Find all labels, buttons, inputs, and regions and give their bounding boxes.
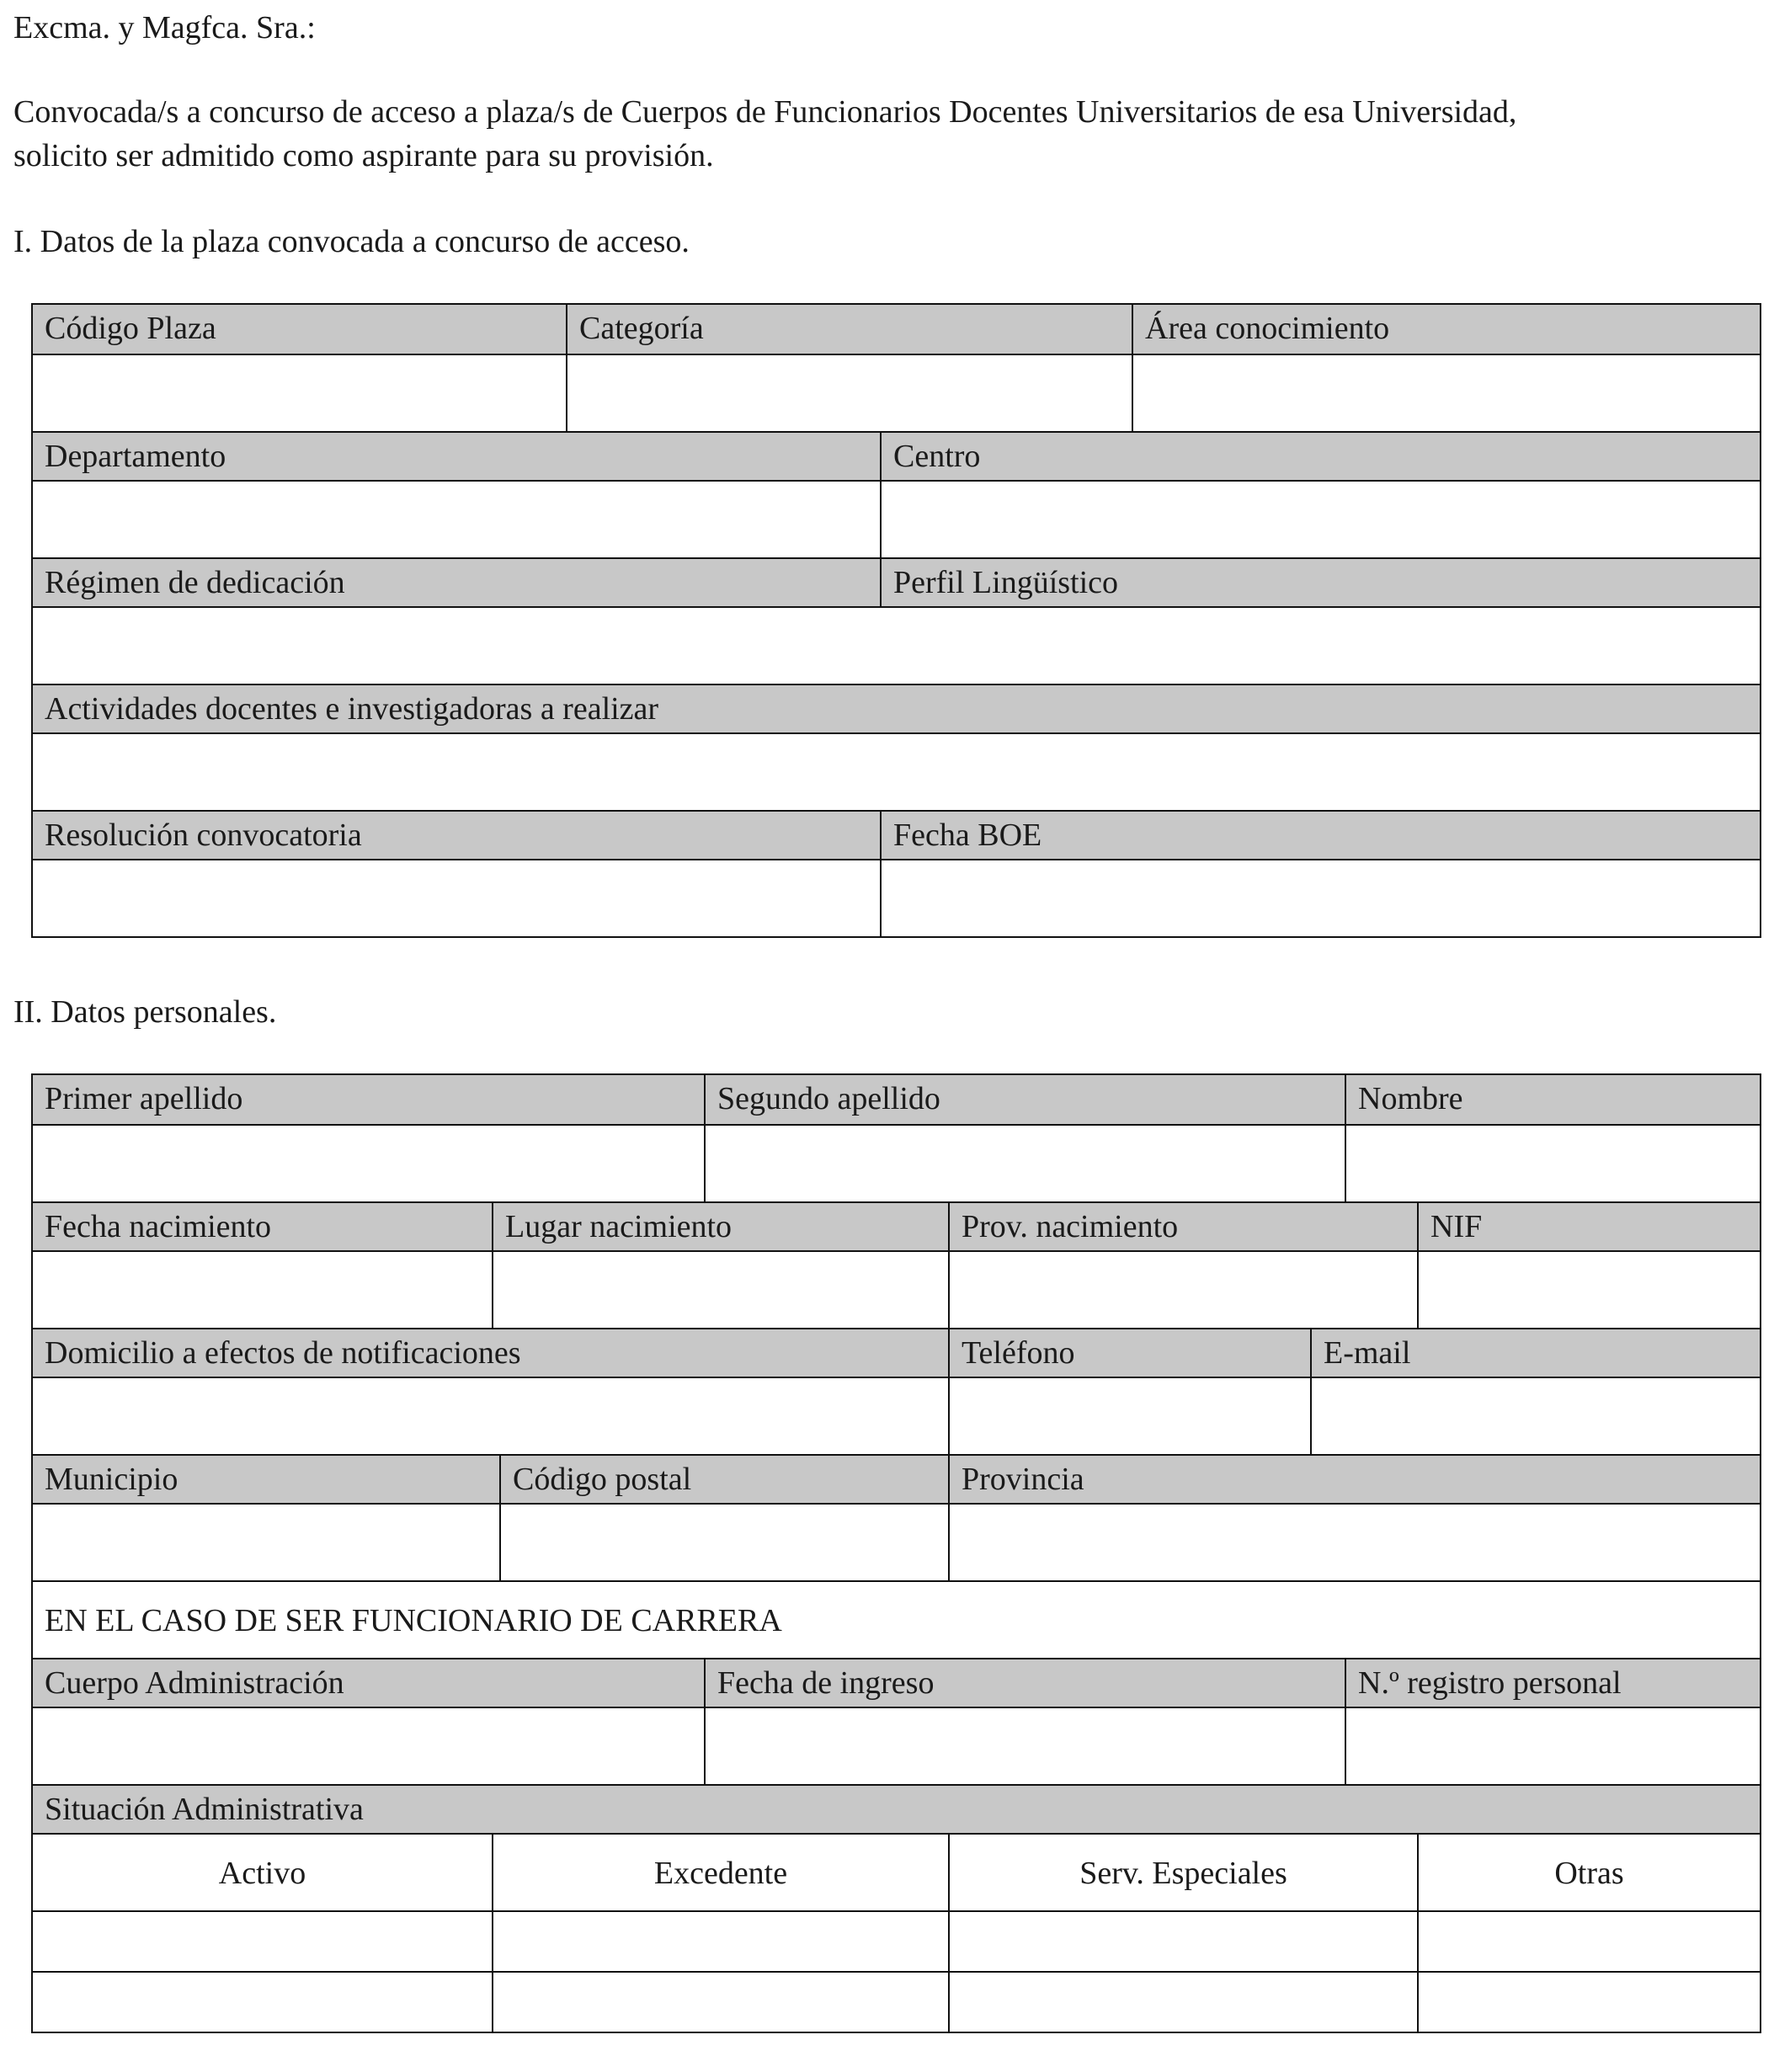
regimen-dedicacion-label: Régimen de dedicación xyxy=(45,565,345,600)
fecha-nacimiento-label: Fecha nacimiento xyxy=(45,1209,272,1244)
codigo-postal-label: Código postal xyxy=(499,1456,948,1503)
departamento-field[interactable] xyxy=(33,482,880,557)
lugar-nacimiento-field[interactable] xyxy=(492,1252,948,1328)
domicilio-field[interactable] xyxy=(33,1378,948,1454)
regimen-perfil-field[interactable] xyxy=(33,608,1760,684)
plaza-form xyxy=(31,303,1761,938)
codigo-plaza-label: Código Plaza xyxy=(45,311,216,346)
intro-line-1: Convocada/s a concurso de acceso a plaza/s de Cuerpos de Funcionarios Docentes Universitarios de esa Universidad, xyxy=(13,94,1517,130)
prov-nacimiento-label: Prov. nacimiento xyxy=(948,1203,1417,1250)
registro-personal-label: N.º registro personal xyxy=(1345,1659,1760,1707)
situacion-option-otras: Otras xyxy=(1417,1835,1760,1910)
situacion-otras-field-2[interactable] xyxy=(1417,1973,1760,2032)
fecha-nacimiento-field[interactable] xyxy=(33,1252,492,1328)
registro-personal-field[interactable] xyxy=(1345,1708,1760,1784)
cuerpo-administracion-field[interactable] xyxy=(33,1708,704,1784)
departamento-label: Departamento xyxy=(45,439,226,474)
domicilio-label: Domicilio a efectos de notificaciones xyxy=(45,1335,521,1371)
situacion-activo-field-2[interactable] xyxy=(33,1973,492,2032)
actividades-label: Actividades docentes e investigadoras a realizar xyxy=(45,691,659,727)
categoria-field[interactable] xyxy=(566,355,1132,431)
nif-field[interactable] xyxy=(1417,1252,1760,1328)
segundo-apellido-label: Segundo apellido xyxy=(704,1075,1345,1124)
intro-line-2: solicito ser admitido como aspirante para su provisión. xyxy=(13,138,714,173)
municipio-field[interactable] xyxy=(33,1505,499,1580)
section-1-title: I. Datos de la plaza convocada a concurso de acceso. xyxy=(13,224,690,259)
fecha-boe-field[interactable] xyxy=(880,860,1760,936)
situacion-serv-especiales-field[interactable] xyxy=(948,1912,1417,1971)
situacion-serv-especiales-field-2[interactable] xyxy=(948,1973,1417,2032)
area-conocimiento-field[interactable] xyxy=(1132,355,1760,431)
primer-apellido-label: Primer apellido xyxy=(45,1081,243,1116)
categoria-label: Categoría xyxy=(566,305,1132,354)
nombre-label: Nombre xyxy=(1345,1075,1760,1124)
codigo-plaza-field[interactable] xyxy=(33,355,566,431)
funcionario-carrera-note: EN EL CASO DE SER FUNCIONARIO DE CARRERA xyxy=(45,1603,782,1638)
lugar-nacimiento-label: Lugar nacimiento xyxy=(492,1203,948,1250)
section-2-title: II. Datos personales. xyxy=(13,994,277,1030)
segundo-apellido-field[interactable] xyxy=(704,1126,1345,1201)
perfil-linguistico-label: Perfil Lingüístico xyxy=(880,559,1760,606)
primer-apellido-field[interactable] xyxy=(33,1126,704,1201)
salutation: Excma. y Magfca. Sra.: xyxy=(13,10,316,45)
email-label: E-mail xyxy=(1310,1329,1760,1377)
resolucion-convocatoria-field[interactable] xyxy=(33,860,880,936)
email-field[interactable] xyxy=(1310,1378,1760,1454)
nif-label: NIF xyxy=(1417,1203,1760,1250)
situacion-excedente-field-2[interactable] xyxy=(492,1973,948,2032)
fecha-boe-label: Fecha BOE xyxy=(880,812,1760,859)
provincia-field[interactable] xyxy=(948,1505,1760,1580)
municipio-label: Municipio xyxy=(45,1462,178,1497)
personal-data-form xyxy=(31,1073,1761,2033)
prov-nacimiento-field[interactable] xyxy=(948,1252,1417,1328)
fecha-ingreso-label: Fecha de ingreso xyxy=(704,1659,1345,1707)
situacion-excedente-field[interactable] xyxy=(492,1912,948,1971)
situacion-administrativa-label: Situación Administrativa xyxy=(45,1792,364,1827)
actividades-field[interactable] xyxy=(33,734,1760,810)
telefono-label: Teléfono xyxy=(948,1329,1310,1377)
codigo-postal-field[interactable] xyxy=(499,1505,948,1580)
situacion-activo-field[interactable] xyxy=(33,1912,492,1971)
fecha-ingreso-field[interactable] xyxy=(704,1708,1345,1784)
provincia-label: Provincia xyxy=(948,1456,1760,1503)
area-conocimiento-label: Área conocimiento xyxy=(1132,305,1760,354)
situacion-otras-field[interactable] xyxy=(1417,1912,1760,1971)
nombre-field[interactable] xyxy=(1345,1126,1760,1201)
centro-field[interactable] xyxy=(880,482,1760,557)
cuerpo-administracion-label: Cuerpo Administración xyxy=(45,1665,344,1701)
situacion-option-excedente: Excedente xyxy=(492,1835,948,1910)
telefono-field[interactable] xyxy=(948,1378,1310,1454)
situacion-option-activo: Activo xyxy=(218,1856,306,1891)
centro-label: Centro xyxy=(880,433,1760,480)
resolucion-convocatoria-label: Resolución convocatoria xyxy=(45,818,362,853)
situacion-option-serv-especiales: Serv. Especiales xyxy=(948,1835,1417,1910)
